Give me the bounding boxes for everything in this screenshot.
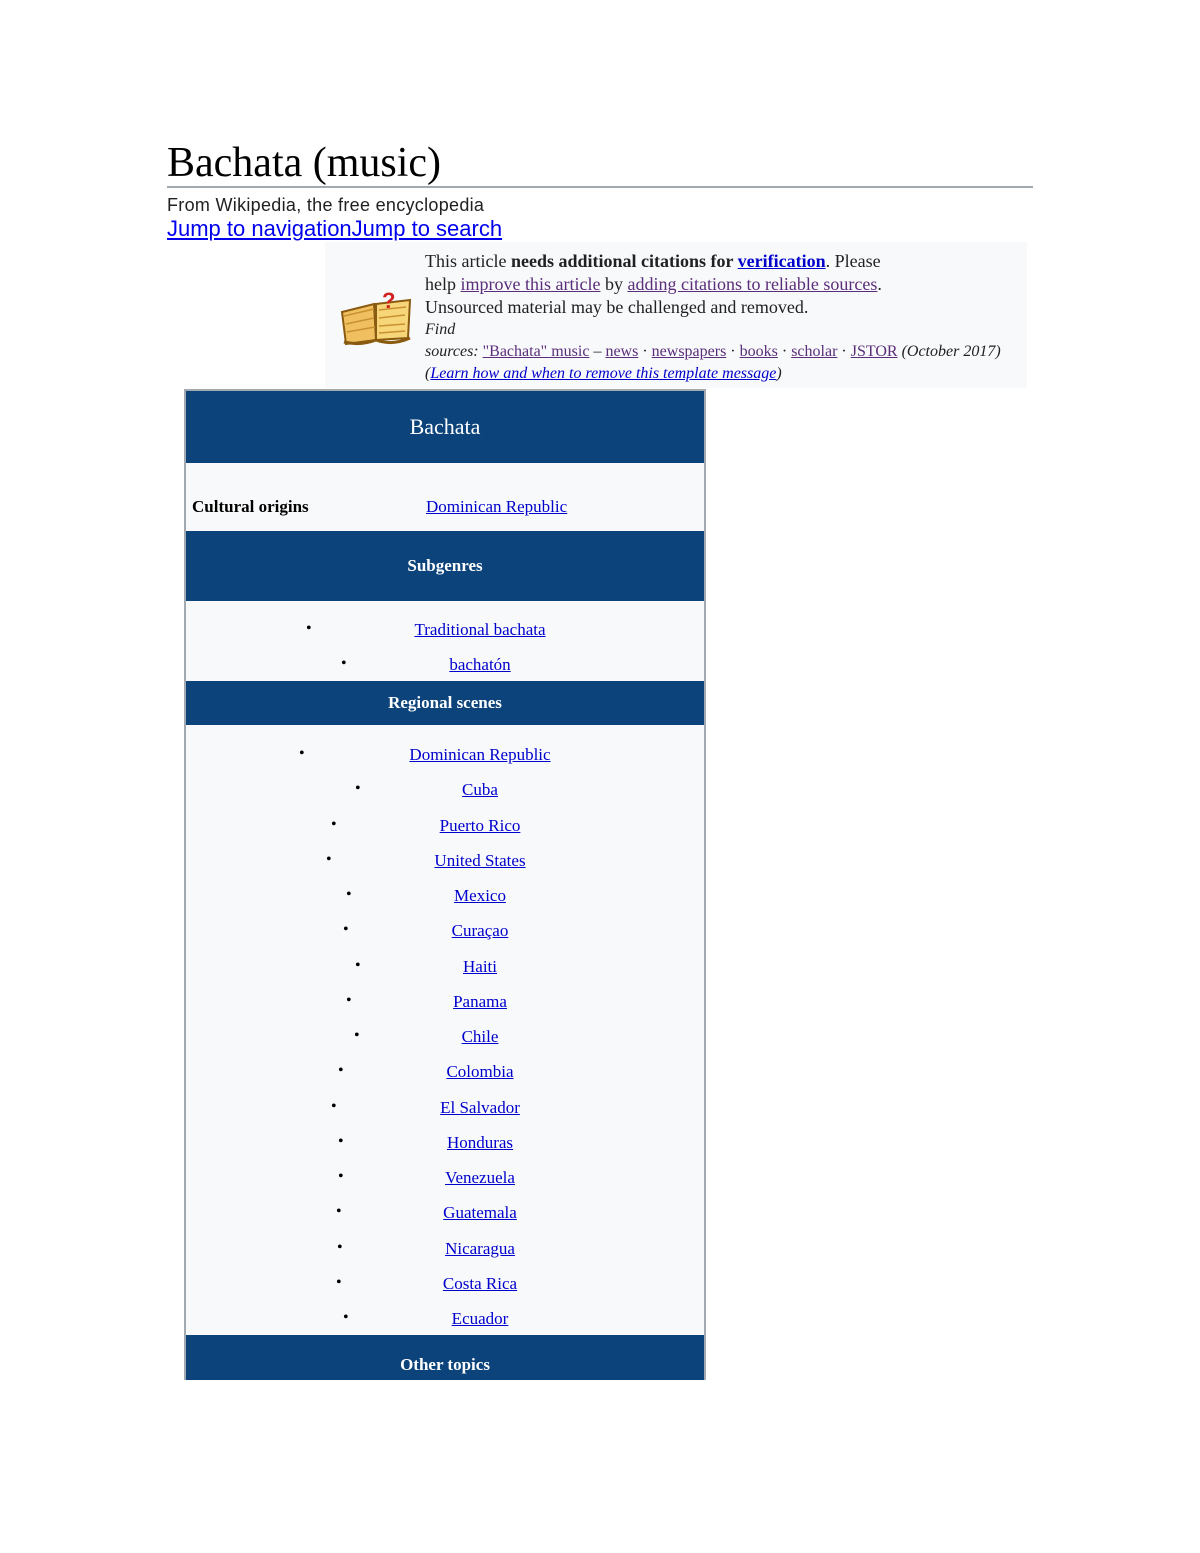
bullet-icon: • [343,921,349,939]
title-divider [167,186,1033,188]
bullet-icon: • [346,886,352,903]
notice-date: (October 2017) [901,343,1001,360]
bullet-icon: • [341,655,347,672]
bullet-icon: • [299,745,305,762]
learn-remove-template-link[interactable]: Learn how and when to remove this template message [430,365,777,382]
adding-citations-link[interactable]: adding citations to reliable sources [627,274,878,294]
list-item [186,742,704,772]
list-item [186,617,704,647]
newspapers-link[interactable]: newspapers [651,343,727,360]
regional-link[interactable]: United States [434,850,526,870]
bullet-icon: • [346,991,352,1009]
regional-link[interactable]: Mexico [454,886,506,905]
regional-link[interactable]: Chile [461,1027,499,1046]
list-item [186,813,704,843]
regional-link[interactable]: Guatemala [443,1203,517,1223]
subgenres-link[interactable]: bachatón [449,655,511,674]
find-label: Find [425,321,456,338]
site-tagline: From Wikipedia, the free encyclopedia [167,195,485,215]
jump-links [167,216,502,242]
list-item [186,1236,704,1266]
notice-text: help [425,274,461,294]
infobox [184,389,706,1380]
list-item [186,1165,704,1195]
subgenres-link[interactable]: Traditional bachata [414,620,546,639]
list-item [186,777,704,807]
bullet-icon: • [355,780,361,798]
cultural-origins-label: Cultural origins [192,497,309,516]
infobox-title: Bachata [186,391,704,463]
list-item [186,883,704,913]
notice-text: . [877,274,882,294]
notice-text: by [600,274,628,294]
regional-link[interactable]: Curaçao [451,921,509,941]
list-item [186,1059,704,1089]
regional-link[interactable]: Cuba [462,780,498,800]
scholar-link[interactable]: scholar [791,343,838,360]
list-item [186,954,704,984]
book-question-icon [338,282,414,346]
improve-article-link[interactable]: improve this article [460,274,601,294]
bullet-icon: • [331,815,337,833]
list-item [186,1306,704,1336]
list-item [186,1200,704,1230]
list-item [186,989,704,1019]
regional-link[interactable]: Honduras [446,1132,514,1152]
bullet-icon: • [338,1062,344,1080]
regional-link[interactable]: Colombia [446,1062,514,1082]
regional-link[interactable]: El Salvador [440,1097,520,1117]
bullet-icon: • [338,1168,344,1185]
news-link[interactable]: news [605,343,639,360]
jstor-link[interactable]: JSTOR [850,343,898,360]
bullet-icon: • [326,850,332,868]
list-item [186,1095,704,1125]
jump-to-navigation-link[interactable]: Jump to navigation [167,216,352,241]
regional-link[interactable]: Venezuela [445,1168,515,1187]
regional-link[interactable]: Puerto Rico [439,815,521,835]
bullet-icon: • [336,1203,342,1221]
citation-notice-text: This article needs additional citations for verification. Please help improve this article by adding citations to reliable sources. Unsourced material may be challenged and removed. Find sources: "Bachata" music – news · newspapers · books · scholar · JSTOR (October 2017) (Learn how and when to remove this template message) [425,250,1023,385]
bullet-icon: • [331,1097,337,1115]
regional-link[interactable]: Panama [453,991,507,1011]
regional-link[interactable]: Nicaragua [445,1238,515,1258]
notice-text: This article [425,251,511,271]
svg-text:?: ? [382,288,396,313]
notice-unsourced-text: Unsourced material may be challenged and removed. [425,297,809,317]
notice-text: . Please [825,251,881,271]
jump-to-search-link[interactable]: Jump to search [351,216,503,241]
page-title: Bachata (music) [167,140,442,186]
cultural-origins-row [186,463,704,531]
bullet-icon: • [355,956,361,974]
list-item [186,1024,704,1054]
bullet-icon: • [337,1238,343,1256]
bachata-music-search-link[interactable]: "Bachata" music [482,343,590,360]
cultural-origins-link[interactable]: Dominican Republic [426,497,568,516]
list-item [186,1271,704,1301]
sources-label: sources: [425,343,479,360]
dash-separator: – [589,343,606,360]
bullet-icon: • [338,1132,344,1150]
regional-link[interactable]: Haiti [463,956,497,976]
list-item [186,1130,704,1160]
regional-link[interactable]: Ecuador [451,1309,509,1328]
verification-link[interactable]: verification [737,251,826,271]
notice-bold-text: needs additional citations for [510,251,738,271]
regional-link[interactable]: Costa Rica [442,1273,518,1293]
bullet-icon: • [343,1309,349,1326]
regional-scenes-header: Regional scenes [186,681,704,725]
books-link[interactable]: books [739,343,778,360]
list-item [186,918,704,948]
bullet-icon: • [306,620,312,637]
list-item [186,848,704,878]
regional-link[interactable]: Dominican Republic [409,745,551,764]
list-item [186,652,704,682]
subgenres-header: Subgenres [186,531,704,601]
bullet-icon: • [336,1273,342,1291]
other-topics-header: Other topics [186,1335,704,1380]
bullet-icon: • [354,1027,360,1044]
